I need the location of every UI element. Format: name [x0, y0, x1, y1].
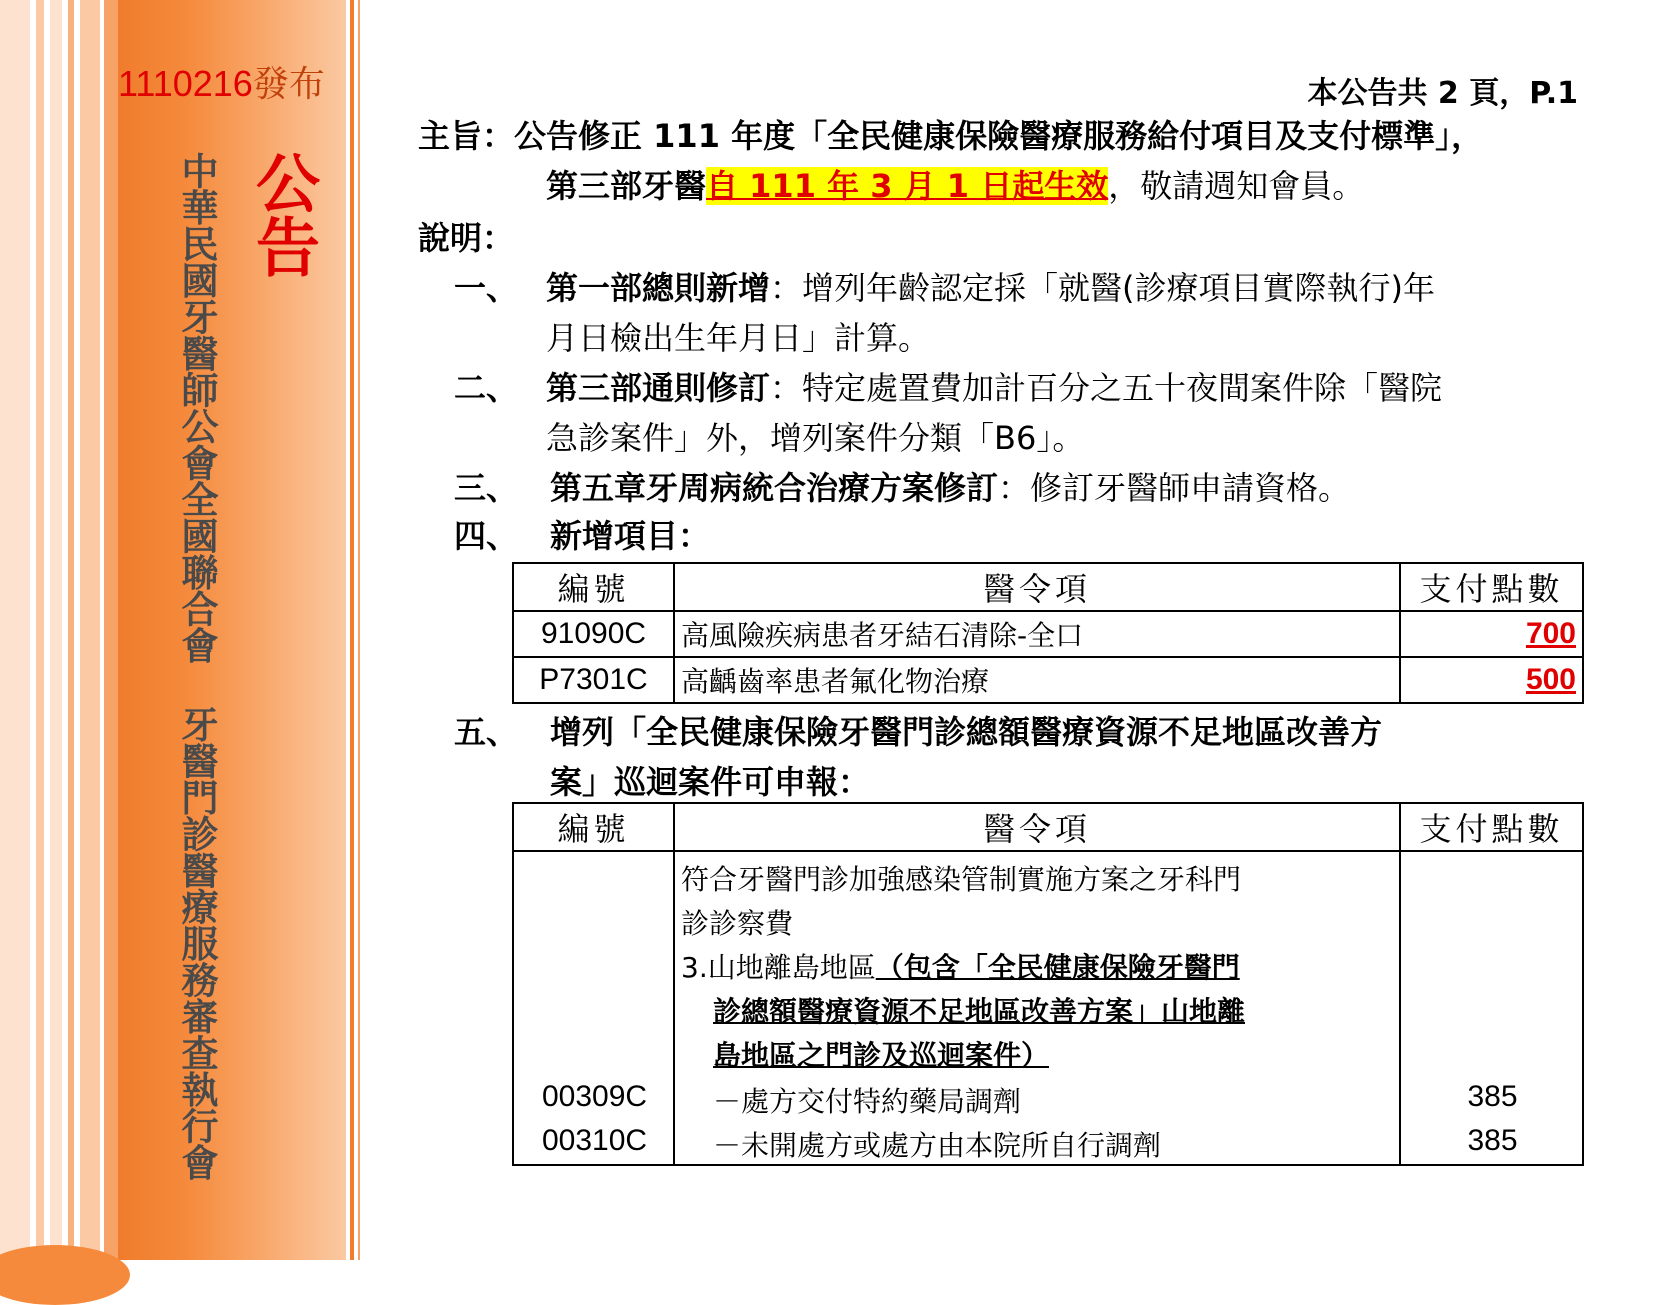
decor-stripe: [0, 0, 30, 1260]
item-number: 五、: [454, 713, 519, 751]
item-title: 增列「全民健康保險牙醫門診總額醫療資源不足地區改善方: [550, 713, 1383, 751]
table-row: [513, 611, 1583, 657]
item-number: 二、: [454, 369, 519, 407]
subject-line-1: [418, 116, 1483, 156]
publish-date-suffix: 發布: [252, 63, 325, 104]
table-header-row: [513, 803, 1583, 851]
explanation-label: 說明：: [418, 219, 515, 257]
col-header-item: 醫令項: [674, 563, 1400, 611]
items-cell: [674, 851, 1400, 1165]
cell-item: －未開處方或處方由本院所自行調劑: [713, 1129, 1162, 1162]
item-1-cont: 月日檢出生年月日」計算。: [546, 319, 931, 357]
sub-category-note: 診總額醫療資源不足地區改善方案」山地離: [713, 995, 1246, 1028]
col-header-points: 支付點數: [1400, 803, 1583, 851]
points-cell: [1400, 851, 1583, 1165]
desc-line: 符合牙醫門診加強感染管制實施方案之牙科門: [681, 863, 1242, 896]
sub-category-note: 島地區之門診及巡迴案件）: [713, 1039, 1050, 1072]
cell-code: 91090C: [513, 611, 674, 657]
desc-line: 診診察費: [681, 907, 794, 940]
table-header-row: [513, 563, 1583, 611]
cell-points: 700: [1400, 611, 1583, 657]
decor-arc: [0, 1245, 130, 1305]
subject-label: 主旨：: [418, 117, 515, 155]
item-number: 四、: [454, 517, 519, 555]
item-number: 一、: [454, 269, 519, 307]
decor-stripe: [36, 0, 44, 1260]
page-info: 本公告共 2 頁，P.1: [1307, 76, 1578, 111]
cell-points: 500: [1400, 657, 1583, 703]
decor-stripe: [68, 0, 74, 1260]
announcement-title: 公告: [245, 150, 319, 278]
item-2: [454, 368, 1442, 408]
cell-points: 385: [1467, 1080, 1518, 1113]
item-4: [454, 516, 710, 556]
subject-text: 公告修正 111 年度「全民健康保險醫療服務給付項目及支付標準」，: [514, 117, 1484, 155]
table-row: [513, 851, 1583, 1165]
col-header-code: 編號: [513, 563, 674, 611]
item-3: [454, 468, 1350, 508]
col-header-points: 支付點數: [1400, 563, 1583, 611]
decor-stripe: [50, 0, 62, 1260]
divider-line: [358, 0, 360, 1260]
sub-category-note: （包含「全民健康保險牙醫門: [875, 951, 1240, 984]
decor-stripe: [104, 0, 118, 1260]
new-items-table: [512, 562, 1584, 704]
organization-name: 中華民國牙醫師公會全國聯合會 牙醫門診醫療服務審查執行會: [175, 152, 218, 1180]
item-text: ：特定處置費加計百分之五十夜間案件除「醫院: [770, 369, 1443, 407]
col-header-item: 醫令項: [674, 803, 1400, 851]
divider-line: [350, 0, 354, 1260]
item-1: [454, 268, 1435, 308]
item-text: ：修訂牙醫師申請資格。: [998, 469, 1351, 507]
cell-points: 385: [1467, 1124, 1518, 1157]
item-title: 第三部通則修訂: [546, 369, 771, 407]
item-text: ：增列年齡認定採「就醫(診療項目實際執行)年: [770, 269, 1435, 307]
cell-code: 00309C: [541, 1080, 648, 1113]
cell-code: P7301C: [513, 657, 674, 703]
col-header-code: 編號: [513, 803, 674, 851]
codes-cell: [513, 851, 674, 1165]
item-5: [454, 712, 1382, 752]
outreach-items-table: [512, 802, 1584, 1166]
item-5-cont: 案」巡迴案件可申報：: [550, 763, 871, 801]
sub-category-label: 3.山地離島地區: [681, 951, 876, 984]
subject-prefix: 第三部牙醫: [546, 167, 707, 205]
table-row: [513, 657, 1583, 703]
cell-item: －處方交付特約藥局調劑: [713, 1085, 1022, 1118]
subject-line-2: [546, 166, 1364, 206]
decor-stripe: [80, 0, 100, 1260]
item-2-cont: 急診案件」外，增列案件分類「B6」。: [546, 419, 1085, 457]
subject-suffix: ，敬請週知會員。: [1108, 167, 1365, 205]
publish-date-number: 1110216: [118, 63, 253, 104]
cell-item: 高齲齒率患者氟化物治療: [674, 657, 1400, 703]
item-title: 第一部總則新增: [546, 269, 771, 307]
publish-date: [118, 62, 346, 106]
item-number: 三、: [454, 469, 519, 507]
cell-item: 高風險疾病患者牙結石清除-全口: [674, 611, 1400, 657]
item-title: 新增項目：: [550, 517, 711, 555]
effective-date-highlight: 自 111 年 3 月 1 日起生效: [706, 167, 1109, 205]
item-title: 第五章牙周病統合治療方案修訂: [550, 469, 999, 507]
sub-category-line: [681, 946, 1240, 986]
cell-code: 00310C: [541, 1124, 648, 1157]
